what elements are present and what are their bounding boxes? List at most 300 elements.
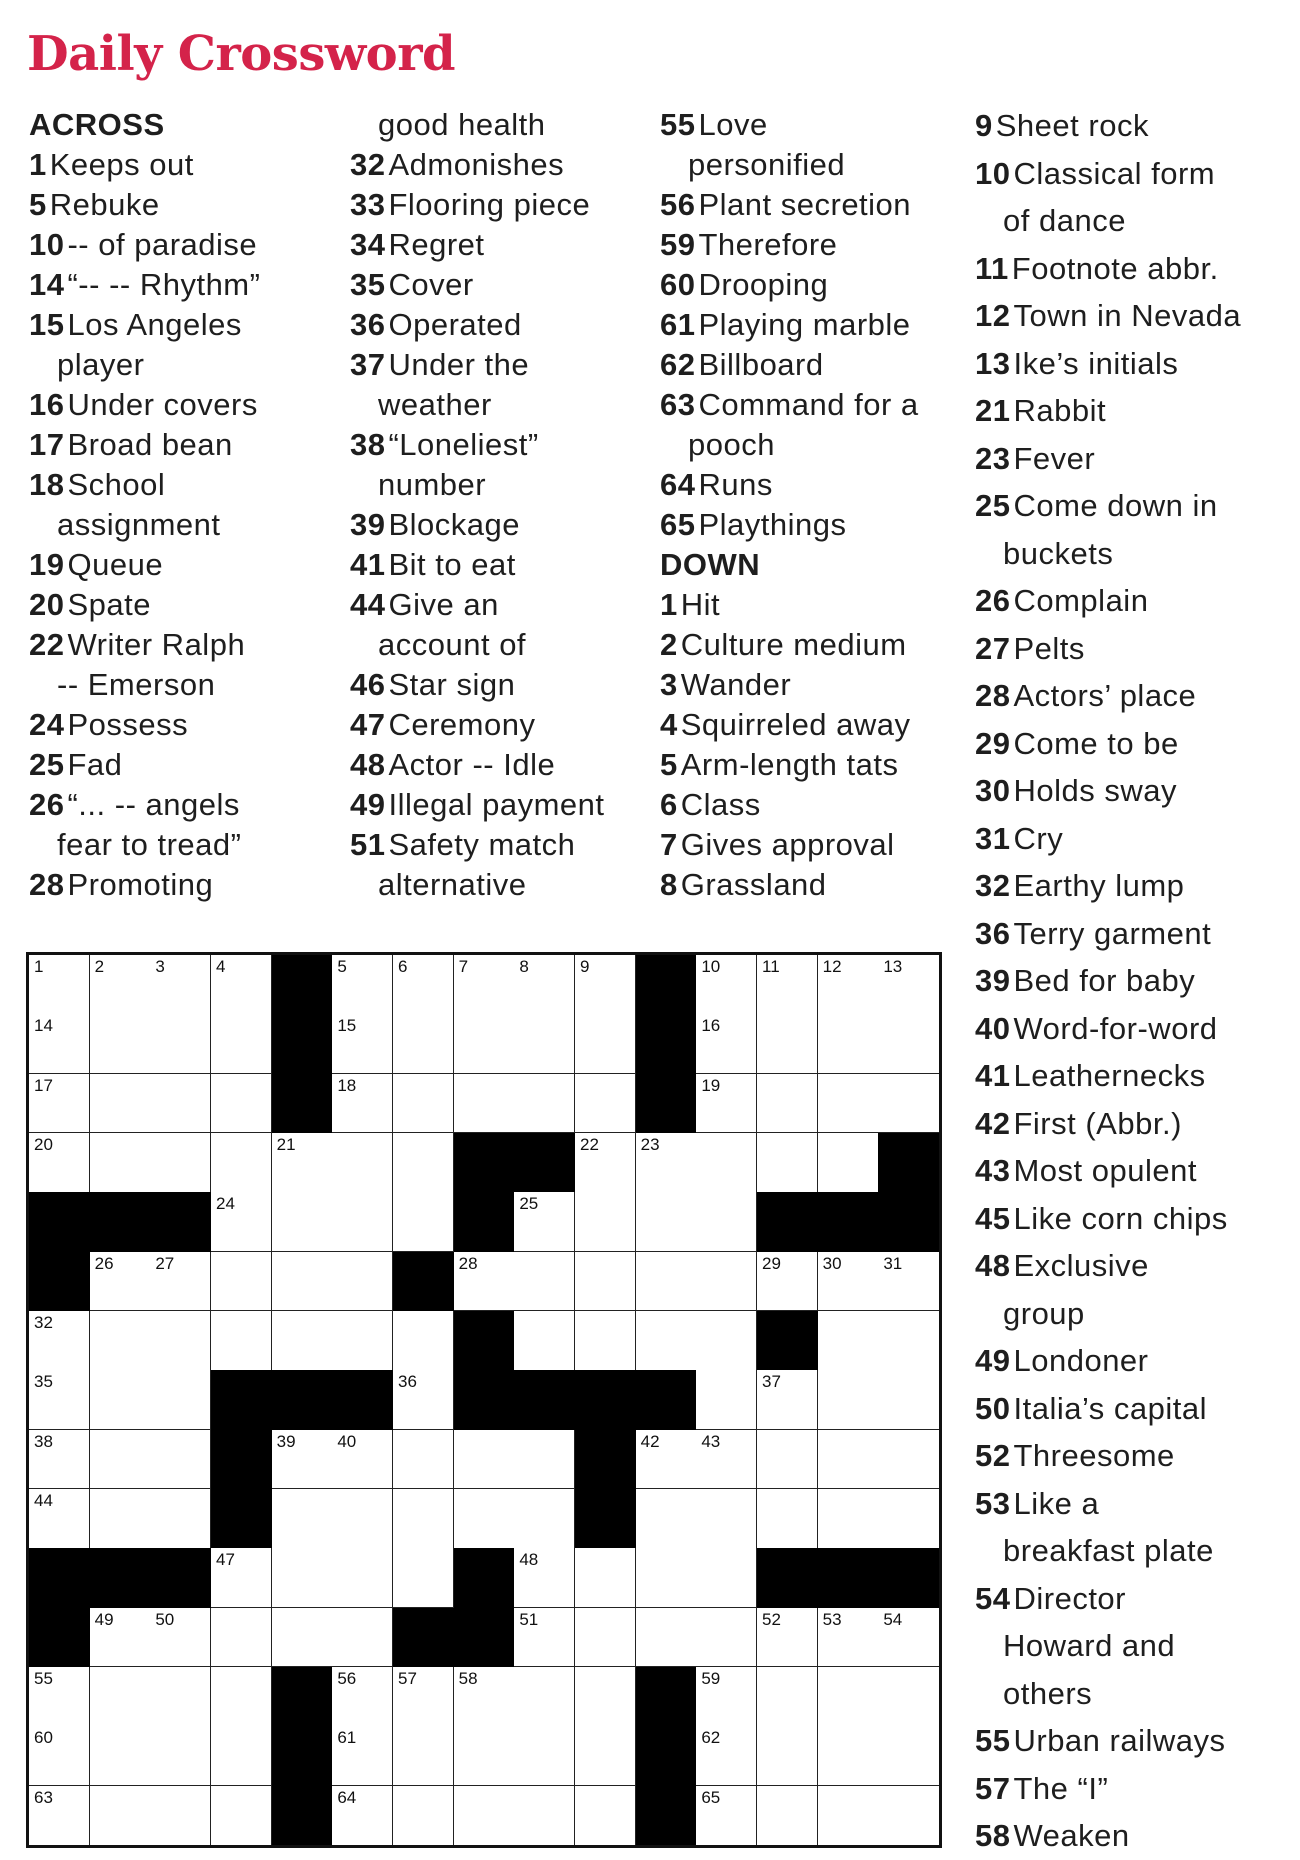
grid-cell[interactable] bbox=[514, 955, 575, 1015]
cell-number: 21 bbox=[276, 1135, 296, 1154]
grid-cell[interactable] bbox=[393, 1726, 454, 1786]
down-clue-32 bbox=[975, 862, 1241, 910]
grid-cell[interactable] bbox=[272, 1430, 333, 1490]
grid-cell[interactable] bbox=[150, 1014, 211, 1074]
grid-cell[interactable] bbox=[90, 1074, 151, 1134]
grid-cell[interactable] bbox=[696, 1667, 757, 1727]
clue-number: 58 bbox=[975, 1818, 1011, 1853]
clue-text: Squirreled away bbox=[680, 707, 911, 742]
clue-number: 47 bbox=[350, 707, 386, 742]
cell-number: 42 bbox=[640, 1431, 660, 1451]
grid-cell[interactable] bbox=[211, 1252, 272, 1312]
cell-number: 43 bbox=[701, 1431, 721, 1451]
clue-text: Terry garment bbox=[1013, 915, 1212, 951]
grid-cell[interactable] bbox=[29, 1311, 90, 1371]
clue-column-2 bbox=[350, 105, 605, 905]
grid-cell[interactable] bbox=[878, 1726, 939, 1786]
across-clue-16 bbox=[29, 385, 260, 425]
grid-cell[interactable] bbox=[696, 1252, 757, 1312]
grid-cell[interactable] bbox=[878, 1430, 939, 1490]
clue-text-wrap: weather bbox=[378, 387, 492, 422]
cell-number: 35 bbox=[34, 1372, 53, 1392]
grid-cell[interactable] bbox=[878, 1014, 939, 1074]
clue-text: Broad bean bbox=[67, 427, 233, 462]
grid-cell[interactable] bbox=[514, 1192, 575, 1252]
clue-number: 60 bbox=[660, 267, 696, 302]
grid-cell[interactable] bbox=[29, 1014, 90, 1074]
grid-cell[interactable] bbox=[636, 1548, 697, 1608]
clue-text: Keeps out bbox=[49, 147, 194, 182]
cell-number: 62 bbox=[701, 1728, 721, 1748]
grid-cell[interactable] bbox=[575, 1726, 636, 1786]
grid-cell[interactable] bbox=[393, 1667, 454, 1727]
clue-number: 59 bbox=[660, 227, 696, 262]
grid-cell[interactable] bbox=[696, 1370, 757, 1430]
down-clue-31 bbox=[975, 815, 1241, 863]
grid-cell[interactable] bbox=[272, 1133, 333, 1193]
grid-cell[interactable] bbox=[211, 1608, 272, 1668]
grid-cell[interactable] bbox=[211, 955, 272, 1015]
down-clue-2 bbox=[660, 625, 919, 665]
grid-cell[interactable] bbox=[150, 1667, 211, 1727]
grid-cell[interactable] bbox=[514, 1548, 575, 1608]
across-clue-14 bbox=[29, 265, 260, 305]
grid-cell[interactable] bbox=[514, 1074, 575, 1134]
grid-cell[interactable] bbox=[818, 1786, 879, 1845]
grid-cell[interactable] bbox=[878, 1667, 939, 1727]
grid-cell[interactable] bbox=[636, 1311, 697, 1371]
clue-number: 19 bbox=[29, 547, 65, 582]
grid-cell[interactable] bbox=[696, 1608, 757, 1668]
grid-cell[interactable] bbox=[332, 1252, 393, 1312]
clue-number: 5 bbox=[660, 747, 678, 782]
grid-cell[interactable] bbox=[211, 1014, 272, 1074]
grid-cell[interactable] bbox=[696, 1192, 757, 1252]
grid-cell[interactable] bbox=[454, 1489, 515, 1549]
across-clue-22 bbox=[29, 625, 260, 705]
down-clue-28 bbox=[975, 672, 1241, 720]
grid-cell[interactable] bbox=[757, 1074, 818, 1134]
grid-cell[interactable] bbox=[818, 955, 879, 1015]
grid-cell[interactable] bbox=[90, 1489, 151, 1549]
grid-cell[interactable] bbox=[211, 1548, 272, 1608]
grid-cell[interactable] bbox=[150, 955, 211, 1015]
grid-cell[interactable] bbox=[272, 1192, 333, 1252]
grid-cell[interactable] bbox=[29, 1667, 90, 1727]
grid-cell[interactable] bbox=[454, 955, 515, 1015]
grid-cell[interactable] bbox=[696, 955, 757, 1015]
grid-cell[interactable] bbox=[757, 1133, 818, 1193]
grid-cell[interactable] bbox=[818, 1608, 879, 1668]
grid-cell[interactable] bbox=[757, 1489, 818, 1549]
black-square bbox=[29, 1252, 90, 1312]
cell-number: 4 bbox=[216, 957, 226, 976]
grid-cell[interactable] bbox=[757, 1370, 818, 1430]
grid-cell[interactable] bbox=[332, 1014, 393, 1074]
grid-cell[interactable] bbox=[332, 955, 393, 1015]
down-clue-23 bbox=[975, 435, 1241, 483]
grid-cell[interactable] bbox=[393, 1014, 454, 1074]
grid-cell[interactable] bbox=[696, 1311, 757, 1371]
cell-number: 8 bbox=[519, 957, 529, 976]
down-clue-41 bbox=[975, 1052, 1241, 1100]
grid-cell[interactable] bbox=[878, 1311, 939, 1371]
grid-cell[interactable] bbox=[575, 1014, 636, 1074]
clue-number: 35 bbox=[350, 267, 386, 302]
grid-cell[interactable] bbox=[636, 1133, 697, 1193]
grid-cell[interactable] bbox=[757, 1430, 818, 1490]
grid-cell[interactable] bbox=[514, 1252, 575, 1312]
grid-cell[interactable] bbox=[636, 1252, 697, 1312]
grid-cell[interactable] bbox=[90, 955, 151, 1015]
grid-cell[interactable] bbox=[818, 1252, 879, 1312]
grid-cell[interactable] bbox=[878, 1786, 939, 1845]
grid-cell[interactable] bbox=[757, 1608, 818, 1668]
grid-cell[interactable] bbox=[575, 1608, 636, 1668]
grid-cell[interactable] bbox=[878, 955, 939, 1015]
grid-cell[interactable] bbox=[878, 1370, 939, 1430]
cell-number: 9 bbox=[580, 957, 590, 976]
grid-cell[interactable] bbox=[332, 1311, 393, 1371]
cell-number: 2 bbox=[94, 957, 105, 976]
across-clue-56 bbox=[660, 185, 919, 225]
clue-text: Gives approval bbox=[680, 827, 895, 862]
grid-cell[interactable] bbox=[636, 1608, 697, 1668]
grid-cell[interactable] bbox=[696, 1430, 757, 1490]
clue-text: First (Abbr.) bbox=[1013, 1105, 1182, 1141]
grid-cell[interactable] bbox=[696, 1074, 757, 1134]
grid-cell[interactable] bbox=[393, 1074, 454, 1134]
cell-number: 57 bbox=[398, 1669, 417, 1688]
clue-text: Weaken bbox=[1013, 1818, 1130, 1853]
grid-cell[interactable] bbox=[514, 1311, 575, 1371]
clue-number: 30 bbox=[975, 773, 1011, 808]
grid-cell[interactable] bbox=[818, 1133, 879, 1193]
grid-cell[interactable] bbox=[575, 1548, 636, 1608]
grid-cell[interactable] bbox=[29, 1430, 90, 1490]
black-square bbox=[29, 1608, 90, 1668]
grid-cell[interactable] bbox=[454, 1014, 515, 1074]
across-clue-39 bbox=[350, 505, 605, 545]
across-clue-17 bbox=[29, 425, 260, 465]
clue-continuation bbox=[350, 105, 605, 145]
clue-number: 25 bbox=[975, 488, 1011, 523]
across-clue-35 bbox=[350, 265, 605, 305]
grid-cell[interactable] bbox=[211, 1667, 272, 1727]
clue-number: 48 bbox=[975, 1248, 1011, 1283]
grid-cell[interactable] bbox=[29, 1133, 90, 1193]
cell-number: 14 bbox=[34, 1016, 53, 1036]
clue-text-continued: good health bbox=[378, 107, 546, 142]
grid-cell[interactable] bbox=[818, 1667, 879, 1727]
grid-cell[interactable] bbox=[818, 1370, 879, 1430]
grid-cell[interactable] bbox=[696, 1548, 757, 1608]
grid-cell[interactable] bbox=[150, 1370, 211, 1430]
grid-cell[interactable] bbox=[150, 1489, 211, 1549]
down-clue-29 bbox=[975, 720, 1241, 768]
clue-number: 32 bbox=[350, 147, 386, 182]
black-square bbox=[150, 1548, 211, 1608]
black-square bbox=[454, 1548, 515, 1608]
down-clue-8 bbox=[660, 865, 919, 905]
cell-number: 27 bbox=[155, 1253, 175, 1273]
clue-text-wrap: -- Emerson bbox=[57, 667, 216, 702]
clue-text: Arm-length tats bbox=[680, 747, 899, 782]
grid-cell[interactable] bbox=[454, 1252, 515, 1312]
cell-number: 15 bbox=[337, 1016, 357, 1036]
grid-cell[interactable] bbox=[575, 1786, 636, 1845]
grid-cell[interactable] bbox=[332, 1548, 393, 1608]
across-clue-20 bbox=[29, 585, 260, 625]
grid-cell[interactable] bbox=[514, 1489, 575, 1549]
clue-number: 44 bbox=[350, 587, 386, 622]
grid-cell[interactable] bbox=[90, 1608, 151, 1668]
grid-cell[interactable] bbox=[332, 1133, 393, 1193]
cell-number: 32 bbox=[34, 1313, 53, 1332]
grid-cell[interactable] bbox=[332, 1608, 393, 1668]
grid-cell[interactable] bbox=[211, 1133, 272, 1193]
across-clue-46 bbox=[350, 665, 605, 705]
cell-number: 10 bbox=[701, 957, 721, 976]
grid-cell[interactable] bbox=[636, 1430, 697, 1490]
grid-cell[interactable] bbox=[878, 1608, 939, 1668]
grid-cell[interactable] bbox=[332, 1667, 393, 1727]
grid-cell[interactable] bbox=[332, 1074, 393, 1134]
grid-cell[interactable] bbox=[696, 1726, 757, 1786]
grid-cell[interactable] bbox=[272, 1489, 333, 1549]
grid-cell[interactable] bbox=[514, 1667, 575, 1727]
down-clue-7 bbox=[660, 825, 919, 865]
clue-text: Possess bbox=[67, 707, 189, 742]
grid-cell[interactable] bbox=[150, 1726, 211, 1786]
across-clue-10 bbox=[29, 225, 260, 265]
grid-cell[interactable] bbox=[757, 1726, 818, 1786]
grid-cell[interactable] bbox=[29, 955, 90, 1015]
clue-text-wrap: alternative bbox=[378, 867, 527, 902]
grid-cell[interactable] bbox=[90, 1370, 151, 1430]
grid-cell[interactable] bbox=[818, 1014, 879, 1074]
clue-number: 39 bbox=[975, 963, 1011, 998]
grid-cell[interactable] bbox=[29, 1074, 90, 1134]
clue-text: Wander bbox=[680, 667, 792, 702]
grid-cell[interactable] bbox=[878, 1074, 939, 1134]
black-square bbox=[575, 1489, 636, 1549]
grid-cell[interactable] bbox=[757, 1667, 818, 1727]
across-clue-32 bbox=[350, 145, 605, 185]
clue-text: Safety match bbox=[388, 827, 576, 862]
clue-number: 26 bbox=[975, 583, 1011, 618]
grid-cell[interactable] bbox=[393, 1370, 454, 1430]
grid-cell[interactable] bbox=[696, 1489, 757, 1549]
clue-text: The “I” bbox=[1013, 1770, 1109, 1806]
grid-cell[interactable] bbox=[514, 1608, 575, 1668]
grid-cell[interactable] bbox=[393, 1133, 454, 1193]
grid-cell[interactable] bbox=[150, 1074, 211, 1134]
grid-cell[interactable] bbox=[818, 1430, 879, 1490]
grid-cell[interactable] bbox=[90, 1726, 151, 1786]
grid-cell[interactable] bbox=[272, 1252, 333, 1312]
grid-cell[interactable] bbox=[514, 1726, 575, 1786]
grid-cell[interactable] bbox=[332, 1726, 393, 1786]
clue-text: Bed for baby bbox=[1013, 963, 1196, 998]
clue-text: Ceremony bbox=[388, 707, 536, 742]
clue-text: Hit bbox=[680, 587, 721, 622]
clue-number: 64 bbox=[660, 467, 696, 502]
clue-text: “... -- angels bbox=[67, 787, 240, 822]
grid-cell[interactable] bbox=[272, 1311, 333, 1371]
grid-cell[interactable] bbox=[332, 1489, 393, 1549]
grid-cell[interactable] bbox=[696, 1786, 757, 1845]
grid-cell[interactable] bbox=[29, 1489, 90, 1549]
grid-cell[interactable] bbox=[90, 1786, 151, 1845]
grid-cell[interactable] bbox=[332, 1786, 393, 1845]
grid-cell[interactable] bbox=[90, 1667, 151, 1727]
clue-number: 49 bbox=[975, 1343, 1011, 1378]
grid-cell[interactable] bbox=[818, 1489, 879, 1549]
clue-text: Actor -- Idle bbox=[388, 747, 556, 782]
grid-cell[interactable] bbox=[575, 1667, 636, 1727]
clue-text: Plant secretion bbox=[698, 187, 912, 222]
clue-text: Fever bbox=[1013, 440, 1096, 476]
clue-number: 28 bbox=[29, 867, 65, 902]
grid-cell[interactable] bbox=[332, 1192, 393, 1252]
grid-cell[interactable] bbox=[514, 1014, 575, 1074]
clue-text: Town in Nevada bbox=[1013, 298, 1242, 333]
cell-number: 31 bbox=[883, 1253, 903, 1273]
grid-cell[interactable] bbox=[211, 1192, 272, 1252]
grid-cell[interactable] bbox=[757, 1252, 818, 1312]
grid-cell[interactable] bbox=[575, 955, 636, 1015]
clue-number: 3 bbox=[660, 667, 678, 702]
cell-number: 37 bbox=[762, 1372, 781, 1392]
grid-cell[interactable] bbox=[757, 1014, 818, 1074]
grid-cell[interactable] bbox=[393, 1489, 454, 1549]
clue-text: “-- -- Rhythm” bbox=[67, 267, 261, 302]
clue-text: Most opulent bbox=[1013, 1153, 1197, 1188]
grid-cell[interactable] bbox=[29, 1726, 90, 1786]
cell-number: 30 bbox=[822, 1253, 842, 1273]
grid-cell[interactable] bbox=[636, 1192, 697, 1252]
grid-cell[interactable] bbox=[454, 1667, 515, 1727]
clue-number: 55 bbox=[975, 1723, 1011, 1758]
clue-text-wrap: assignment bbox=[57, 507, 221, 542]
grid-cell[interactable] bbox=[757, 955, 818, 1015]
clue-number: 36 bbox=[975, 915, 1011, 951]
clue-number: 41 bbox=[350, 547, 386, 582]
grid-cell[interactable] bbox=[90, 1252, 151, 1312]
grid-cell[interactable] bbox=[818, 1726, 879, 1786]
grid-cell[interactable] bbox=[90, 1133, 151, 1193]
grid-cell[interactable] bbox=[211, 1311, 272, 1371]
grid-cell[interactable] bbox=[454, 1786, 515, 1845]
clue-text: Come down in bbox=[1013, 488, 1218, 523]
grid-cell[interactable] bbox=[575, 1192, 636, 1252]
down-clue-49 bbox=[975, 1337, 1241, 1385]
cell-number: 5 bbox=[337, 957, 347, 976]
clue-text: Complain bbox=[1013, 583, 1149, 618]
grid-cell[interactable] bbox=[272, 1608, 333, 1668]
grid-cell[interactable] bbox=[150, 1133, 211, 1193]
grid-cell[interactable] bbox=[393, 1548, 454, 1608]
grid-cell[interactable] bbox=[150, 1252, 211, 1312]
grid-cell[interactable] bbox=[272, 1548, 333, 1608]
clue-number: 5 bbox=[29, 187, 47, 222]
grid-cell[interactable] bbox=[454, 1074, 515, 1134]
down-clue-11 bbox=[975, 245, 1241, 293]
across-clue-5 bbox=[29, 185, 260, 225]
across-clue-37 bbox=[350, 345, 605, 425]
clue-number: 45 bbox=[975, 1200, 1011, 1236]
grid-cell[interactable] bbox=[332, 1430, 393, 1490]
clue-number: 12 bbox=[975, 298, 1011, 333]
grid-cell[interactable] bbox=[454, 1726, 515, 1786]
clue-number: 36 bbox=[350, 307, 386, 342]
grid-cell[interactable] bbox=[878, 1252, 939, 1312]
grid-cell[interactable] bbox=[454, 1430, 515, 1490]
cell-number: 49 bbox=[94, 1609, 114, 1629]
clue-number: 32 bbox=[975, 868, 1011, 903]
grid-cell[interactable] bbox=[90, 1430, 151, 1490]
grid-cell[interactable] bbox=[211, 1726, 272, 1786]
black-square bbox=[636, 1667, 697, 1727]
grid-cell[interactable] bbox=[90, 1311, 151, 1371]
clue-text-wrap: fear to tread” bbox=[57, 827, 242, 862]
across-clue-38 bbox=[350, 425, 605, 505]
grid-cell[interactable] bbox=[636, 1489, 697, 1549]
grid-cell[interactable] bbox=[696, 1014, 757, 1074]
clue-number: 17 bbox=[29, 427, 65, 462]
across-clue-59 bbox=[660, 225, 919, 265]
grid-cell[interactable] bbox=[29, 1370, 90, 1430]
grid-cell[interactable] bbox=[818, 1311, 879, 1371]
across-clue-33 bbox=[350, 185, 605, 225]
grid-cell[interactable] bbox=[393, 1192, 454, 1252]
black-square bbox=[393, 1608, 454, 1668]
grid-cell[interactable] bbox=[757, 1786, 818, 1845]
grid-cell[interactable] bbox=[696, 1133, 757, 1193]
clue-text: Under the bbox=[388, 347, 530, 382]
grid-cell[interactable] bbox=[150, 1608, 211, 1668]
down-clue-55 bbox=[975, 1717, 1241, 1765]
grid-cell[interactable] bbox=[150, 1430, 211, 1490]
across-clue-18 bbox=[29, 465, 260, 545]
grid-cell[interactable] bbox=[29, 1786, 90, 1845]
black-square bbox=[454, 1370, 515, 1430]
grid-cell[interactable] bbox=[393, 955, 454, 1015]
clue-text: Leathernecks bbox=[1013, 1058, 1206, 1093]
grid-cell[interactable] bbox=[818, 1074, 879, 1134]
grid-cell[interactable] bbox=[575, 1311, 636, 1371]
grid-cell[interactable] bbox=[211, 1074, 272, 1134]
down-clue-42 bbox=[975, 1100, 1241, 1148]
grid-cell[interactable] bbox=[150, 1311, 211, 1371]
grid-cell[interactable] bbox=[575, 1074, 636, 1134]
grid-cell[interactable] bbox=[575, 1252, 636, 1312]
grid-cell[interactable] bbox=[514, 1430, 575, 1490]
grid-cell[interactable] bbox=[90, 1014, 151, 1074]
grid-cell[interactable] bbox=[514, 1786, 575, 1845]
grid-cell[interactable] bbox=[878, 1489, 939, 1549]
cell-number: 23 bbox=[640, 1135, 660, 1154]
grid-cell[interactable] bbox=[575, 1133, 636, 1193]
grid-cell[interactable] bbox=[211, 1786, 272, 1845]
black-square bbox=[818, 1548, 879, 1608]
grid-cell[interactable] bbox=[393, 1311, 454, 1371]
grid-cell[interactable] bbox=[150, 1786, 211, 1845]
clue-text: Cover bbox=[388, 267, 474, 302]
grid-cell[interactable] bbox=[393, 1430, 454, 1490]
grid-cell[interactable] bbox=[393, 1786, 454, 1845]
